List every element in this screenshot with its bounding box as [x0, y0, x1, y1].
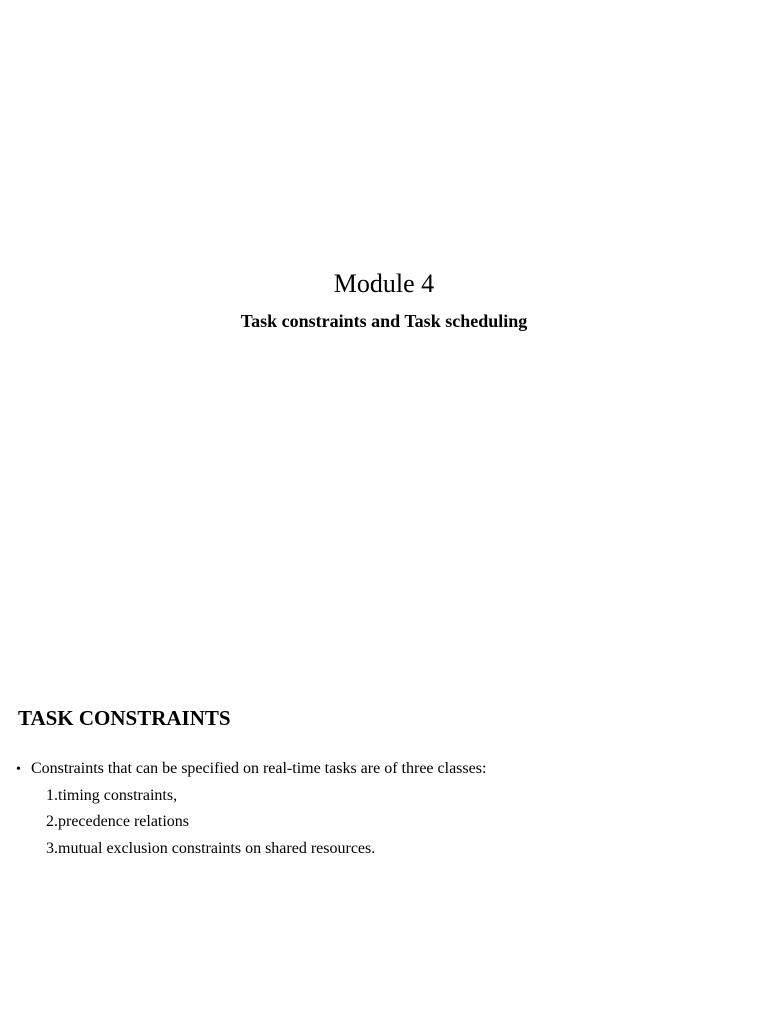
bullet-icon: • [16, 762, 21, 777]
bullet-point [16, 758, 486, 781]
section-heading: TASK CONSTRAINTS [18, 706, 231, 730]
module-subtitle: Task constraints and Task scheduling [240, 311, 528, 331]
module-title: Module 4 [333, 269, 435, 298]
list-item-timing: 1.timing constraints, [46, 787, 178, 804]
content-slide [0, 512, 768, 1024]
bullet-text: Constraints that can be specified on real-time tasks are of three classes: [31, 760, 487, 777]
list-item-mutual-exclusion: 3.mutual exclusion constraints on shared resources. [46, 840, 376, 857]
list-item-precedence: 2.precedence relations [46, 813, 190, 830]
